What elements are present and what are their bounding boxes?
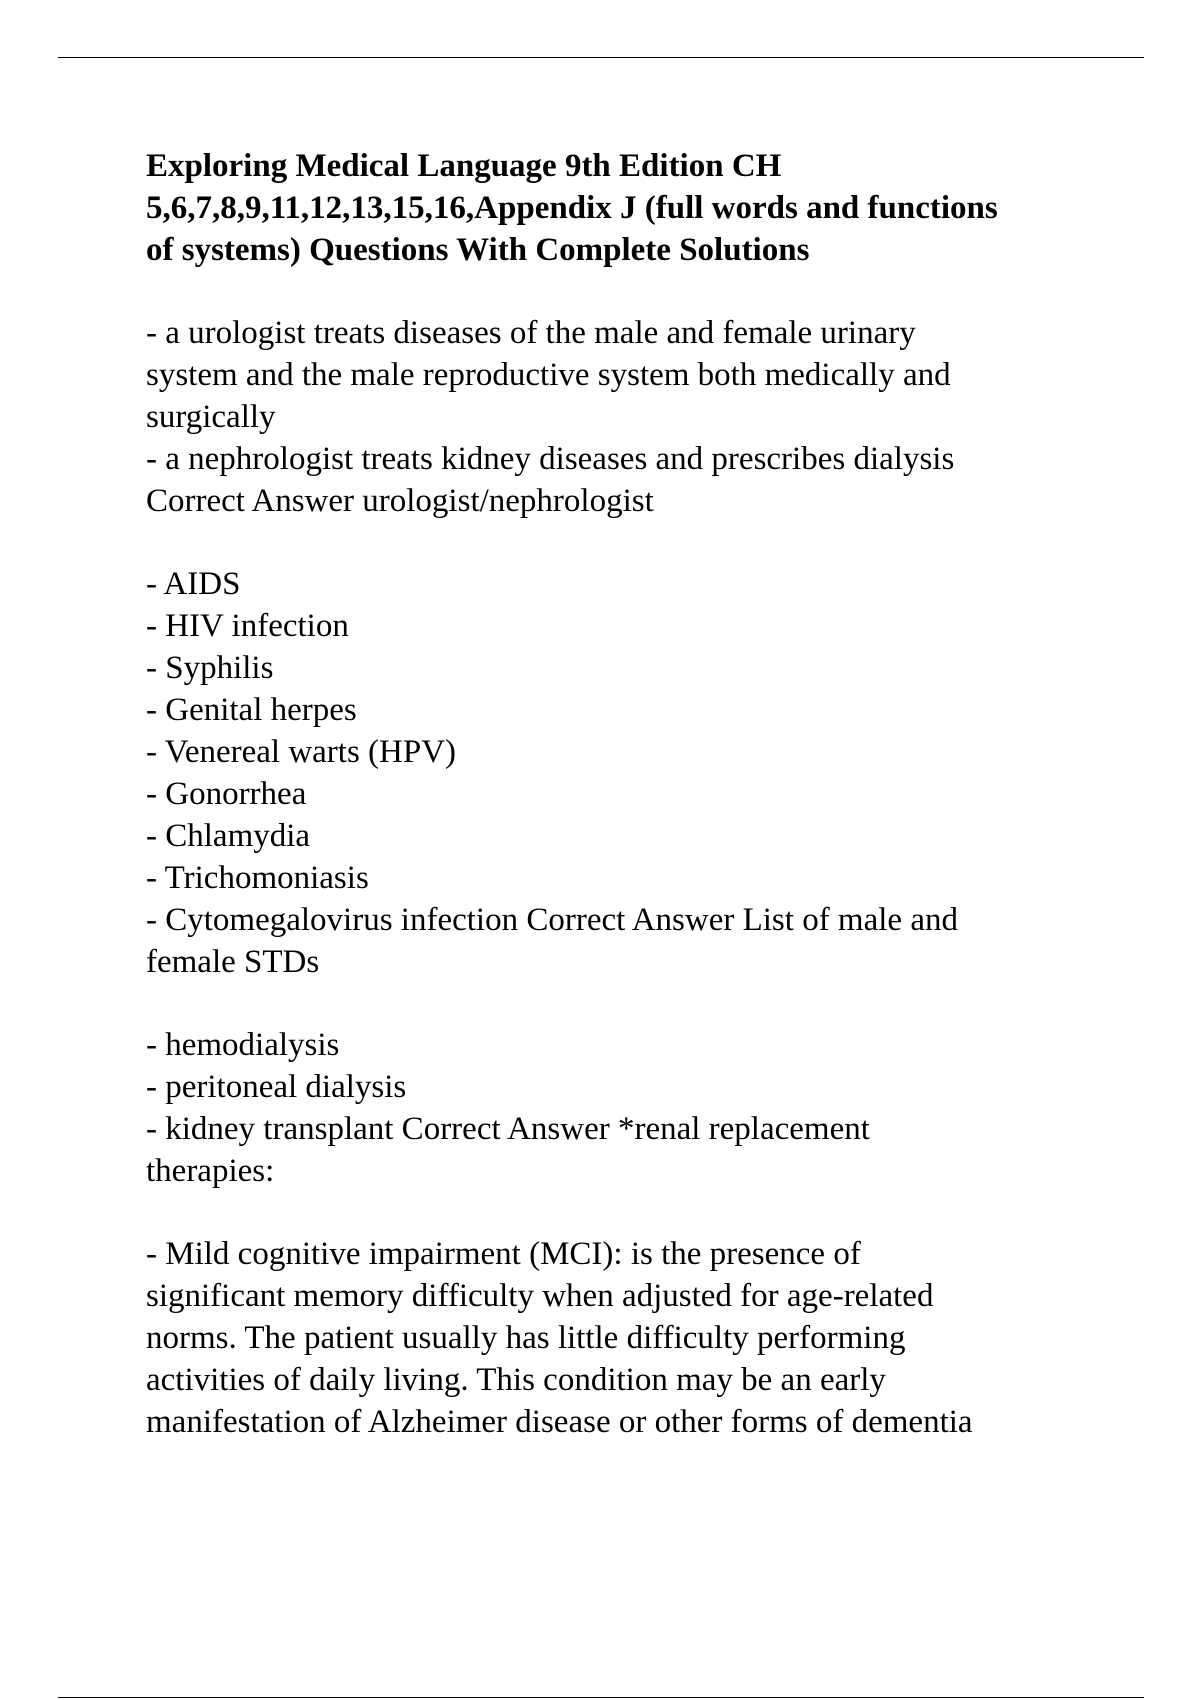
entry-line: significant memory difficulty when adjusted for age-related — [146, 1278, 934, 1314]
entry-line: - hemodialysis — [146, 1027, 340, 1063]
entry-line: - peritoneal dialysis — [146, 1069, 407, 1105]
entry-line: surgically — [146, 399, 276, 435]
entry-line: - Venereal warts (HPV) — [146, 734, 457, 770]
entry-line: - kidney transplant Correct Answer *renal replacement — [146, 1111, 870, 1147]
entry-line: - Chlamydia — [146, 818, 311, 854]
entry-line: - a urologist treats diseases of the male and female urinary — [146, 315, 916, 351]
header-rule — [58, 57, 1144, 58]
entry-line: - AIDS — [146, 566, 241, 602]
document-title — [146, 145, 1146, 271]
entry-line: therapies: — [146, 1153, 275, 1189]
qa-entry-urologist-nephrologist — [146, 312, 1146, 522]
footer-rule — [58, 1697, 1144, 1698]
entry-line: - Genital herpes — [146, 692, 357, 728]
document-body — [146, 145, 1146, 1443]
entry-line: manifestation of Alzheimer disease or other forms of dementia — [146, 1404, 973, 1440]
title-line: Exploring Medical Language 9th Edition CH — [146, 148, 782, 184]
qa-entry-renal-replacement — [146, 1024, 1146, 1192]
entry-line: activities of daily living. This condition may be an early — [146, 1362, 886, 1398]
entry-line: - HIV infection — [146, 608, 349, 644]
entry-line: - Syphilis — [146, 650, 274, 686]
entry-line: - Trichomoniasis — [146, 860, 369, 896]
entry-line: - Gonorrhea — [146, 776, 307, 812]
qa-entry-stds — [146, 563, 1146, 983]
title-line: of systems) Questions With Complete Solutions — [146, 232, 810, 268]
entry-line: Correct Answer urologist/nephrologist — [146, 483, 654, 519]
entry-line: - Mild cognitive impairment (MCI): is the presence of — [146, 1236, 861, 1272]
entry-line: female STDs — [146, 944, 320, 980]
entry-line: - a nephrologist treats kidney diseases and prescribes dialysis — [146, 441, 955, 477]
entry-line: system and the male reproductive system both medically and — [146, 357, 951, 393]
qa-entry-mci — [146, 1233, 1146, 1443]
entry-line: - Cytomegalovirus infection Correct Answer List of male and — [146, 902, 958, 938]
entry-line: norms. The patient usually has little difficulty performing — [146, 1320, 906, 1356]
title-line: 5,6,7,8,9,11,12,13,15,16,Appendix J (full words and functions — [146, 190, 998, 226]
